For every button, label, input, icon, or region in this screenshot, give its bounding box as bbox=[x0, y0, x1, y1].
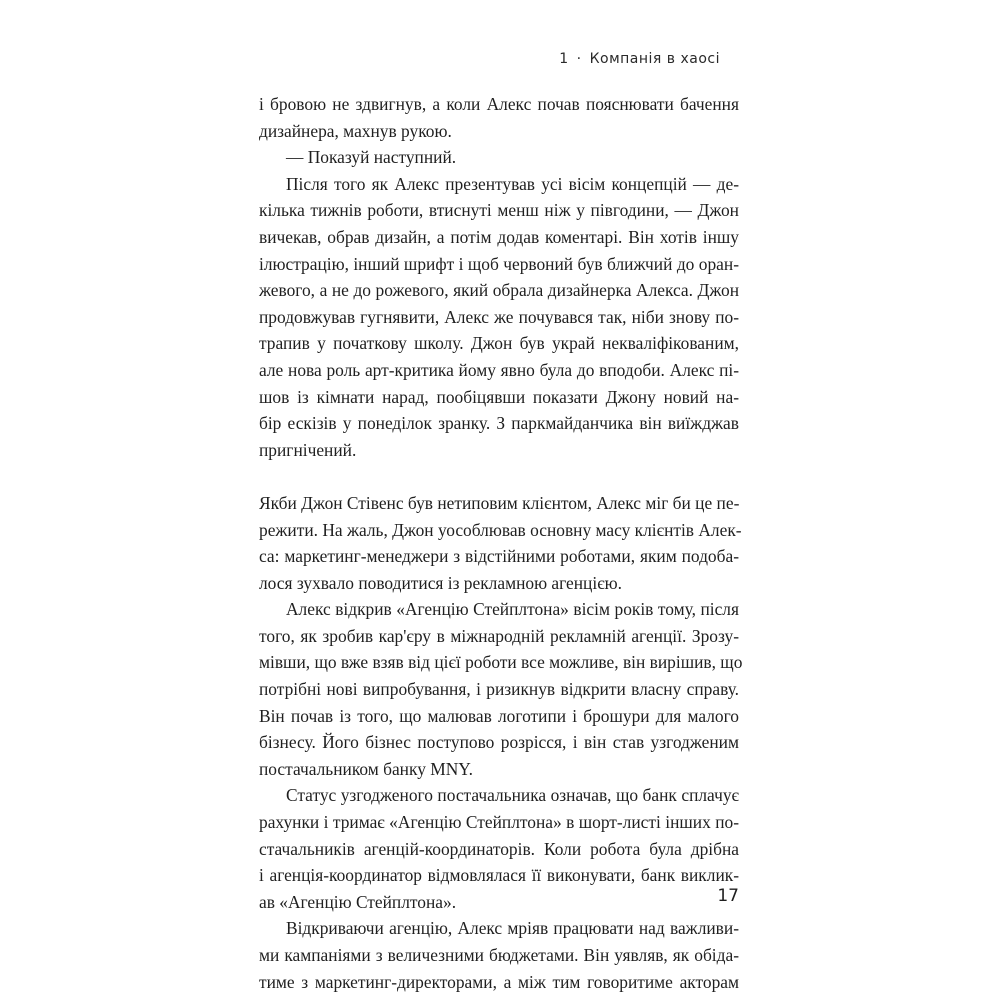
chapter-title: Компанія в хаосі bbox=[589, 51, 720, 67]
running-head bbox=[559, 51, 720, 67]
text-line: Алекс відкрив «Агенцію Стейплтона» вісім років тому, після bbox=[286, 599, 739, 620]
text-line: Статус узгодженого постачальника означав, що банк сплачує bbox=[286, 785, 739, 806]
text-line: стачальників агенцій-координаторів. Коли робота була дрібна bbox=[259, 838, 739, 859]
text-line: ми кампаніями з величезними бюджетами. Він уявляв, як обіда- bbox=[259, 945, 739, 965]
text-line: вичекав, обрав дизайн, а потім додав коментарі. Він хотів іншу bbox=[259, 226, 739, 247]
chapter-number: 1 bbox=[559, 51, 569, 67]
text-line: продовжував гугнявити, Алекс же почувався так, ніби знову по- bbox=[259, 306, 739, 327]
text-line: Він почав із того, що малював логотипи і брошури для малого bbox=[259, 705, 739, 726]
body-text bbox=[259, 91, 743, 995]
text-line: лося зухвало поводитися із рекламною агенцією. bbox=[259, 572, 623, 593]
page-number: 17 bbox=[717, 886, 739, 906]
text-line: мівши, що вже взяв від цієї роботи все можливе, він вирішив, що bbox=[259, 652, 743, 673]
text-line: трапив у початкову школу. Джон був украй некваліфікованим, bbox=[259, 333, 739, 354]
text-line: тиме з маркетинг-директорами, а між тим говоритиме акторам bbox=[259, 971, 739, 992]
text-line: і бровою не здвигнув, а коли Алекс почав пояснювати бачення bbox=[259, 94, 739, 114]
text-line: дизайнера, махнув рукою. bbox=[259, 120, 452, 141]
text-line: шов із кімнати нарад, пообіцявши показати Джону новий на- bbox=[259, 386, 739, 407]
text-line: бізнесу. Його бізнес поступово розрісся, і він став узгодженим bbox=[259, 732, 739, 753]
text-line: режити. На жаль, Джон уособлював основну масу клієнтів Алек- bbox=[259, 519, 742, 540]
text-line: потрібні нові випробування, і ризикнув відкрити власну справу. bbox=[259, 679, 739, 700]
text-line: бір ескізів у понеділок зранку. З паркмайданчика він виїжджав bbox=[259, 413, 739, 434]
text-line: Після того як Алекс презентував усі вісім концепцій — де- bbox=[286, 173, 739, 194]
text-line: са: маркетинг-менеджери з відстійними роботами, яким подоба- bbox=[259, 546, 739, 567]
running-head-separator: · bbox=[576, 51, 582, 67]
text-line: того, як зробив кар'єру в міжнародній рекламній агенції. Зрозу- bbox=[259, 625, 739, 646]
text-line: і агенція-координатор відмовлялася її виконувати, банк виклик- bbox=[259, 865, 739, 886]
text-line: рахунки і тримає «Агенцію Стейплтона» в шорт-листі інших по- bbox=[259, 812, 739, 833]
text-line: Відкриваючи агенцію, Алекс мріяв працювати над важливи- bbox=[286, 918, 739, 939]
text-line: але нова роль арт-критика йому явно була до вподоби. Алекс пі- bbox=[259, 359, 739, 380]
text-line: ілюстрацію, інший шрифт і щоб червоний був ближчий до оран- bbox=[259, 253, 739, 274]
text-line: пригнічений. bbox=[259, 439, 357, 460]
text-line: — Показуй наступний. bbox=[286, 147, 457, 168]
text-line: кілька тижнів роботи, втиснуті менш ніж у півгодини, — Джон bbox=[259, 200, 739, 221]
text-line: ав «Агенцію Стейплтона». bbox=[259, 891, 457, 912]
section-break bbox=[259, 463, 739, 490]
text-line: постачальником банку MNY. bbox=[259, 758, 473, 779]
text-line: Якби Джон Стівенс був нетиповим клієнтом, Алекс міг би це пе- bbox=[259, 492, 740, 513]
text-line: жевого, а не до рожевого, який обрала дизайнерка Алекса. Джон bbox=[259, 280, 739, 301]
